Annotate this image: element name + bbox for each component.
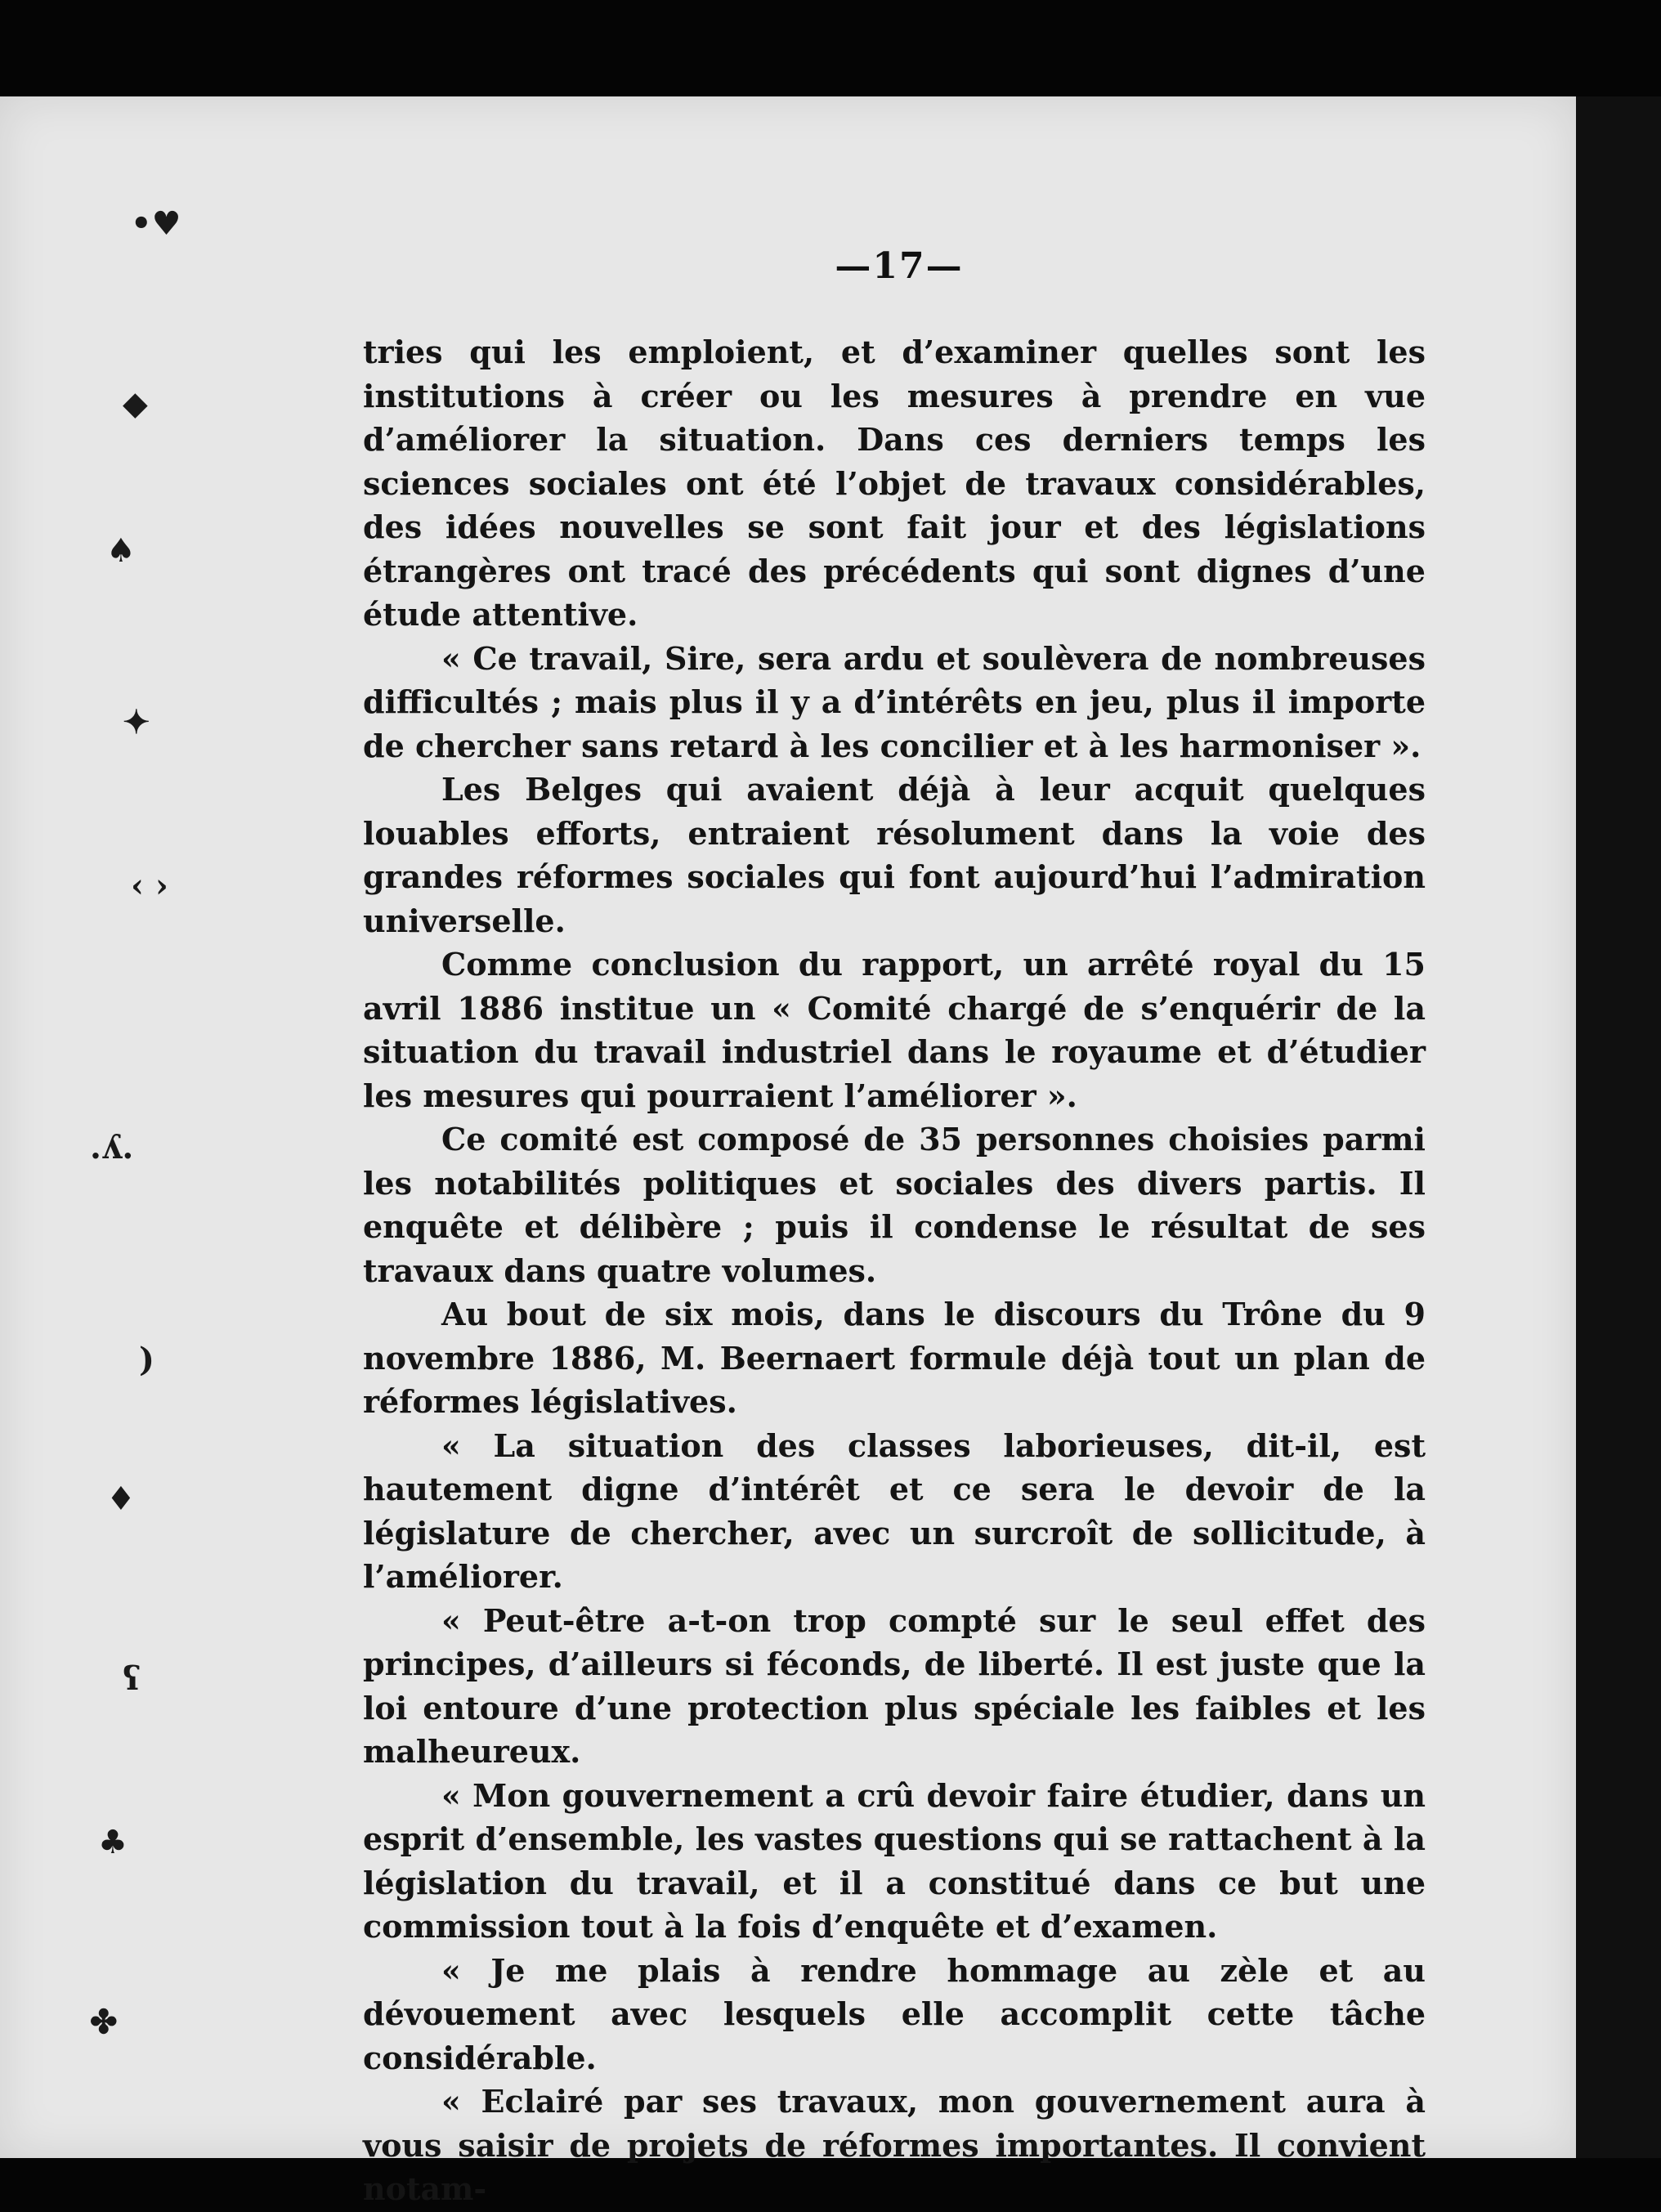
margin-mark: ‹ › [131, 866, 168, 905]
margin-mark: ♦ [106, 1480, 136, 1518]
margin-mark: ✤ [90, 2003, 118, 2041]
paragraph: Comme conclusion du rapport, un arrêté royal du 15 avril 1886 institue un « Comité chargé de s’enquérir de la situation du travail industriel dans le royaume et d’étudier les mesures qui pourraient l’améliorer ». [363, 946, 1426, 1114]
paragraph: « La situation des classes laborieuses, dit-il, est hautement digne d’intérêt et ce sera le devoir de la législature de chercher, avec un surcroît de sollicitude, à l’améliorer. [363, 1426, 1426, 1595]
margin-mark: ʕ [123, 1659, 141, 1698]
margin-mark: •♥ [131, 204, 181, 243]
paragraph: « Eclairé par ses travaux, mon gouvernement aura à vous saisir de projets de réformes importantes. Il convient notam- [363, 2083, 1426, 2207]
paragraph: Les Belges qui avaient déjà à leur acquit quelques louables efforts, entraient résolument dans la voie des grandes réformes sociales qui font aujourd’hui l’admiration universelle. [363, 771, 1426, 939]
paragraph: Ce comité est composé de 35 personnes choisies parmi les notabilités politiques et sociales des divers partis. Il enquête et délibère ; puis il condense le résultat de ses travaux dans quatre volumes. [363, 1121, 1426, 1289]
paragraph: « Ce travail, Sire, sera ardu et soulèvera de nombreuses difficultés ; mais plus il y a d’intérêts en jeu, plus il importe de chercher sans retard à les concilier et à les harmoniser ». [363, 639, 1426, 764]
margin-show-through-marks [74, 188, 237, 2068]
margin-mark: .ʎ. [90, 1128, 134, 1166]
margin-mark: ) [139, 1341, 154, 1379]
page-number: —17— [835, 245, 964, 287]
margin-mark: ◆ [123, 384, 148, 423]
body-text [363, 330, 1426, 2211]
margin-mark: ✦ [123, 703, 150, 741]
paragraph: Au bout de six mois, dans le discours du Trône du 9 novembre 1886, M. Beernaert formule déjà tout un plan de réformes législatives. [363, 1296, 1426, 1420]
paragraph: « Peut-être a-t-on trop compté sur le seul effet des principes, d’ailleurs si féconds, de liberté. Il est juste que la loi entoure d’une protection plus spéciale les faibles et les malheureux. [363, 1601, 1426, 1770]
margin-mark: ♠ [106, 531, 136, 570]
paragraph: « Je me plais à rendre hommage au zèle et au dévouement avec lesquels elle accomplit cette tâche considérable. [363, 1951, 1426, 2076]
scan-right-border [1576, 96, 1661, 2158]
margin-mark: ♣ [98, 1823, 128, 1861]
paragraph: tries qui les emploient, et d’examiner quelles sont les institutions à créer ou les mesures à prendre en vue d’améliorer la situation. Dans ces derniers temps les sciences sociales ont été l’objet de travaux considérables, des idées nouvelles se sont fait jour et des législations étrangères ont tracé des précédents qui sont dignes d’une étude attentive. [363, 334, 1426, 633]
paragraph: « Mon gouvernement a crû devoir faire étudier, dans un esprit d’ensemble, les vastes questions qui se rattachent à la législation du travail, et il a constitué dans ce but une commission tout à la fois d’enquête et d’examen. [363, 1776, 1426, 1945]
scan-top-border [0, 0, 1661, 96]
